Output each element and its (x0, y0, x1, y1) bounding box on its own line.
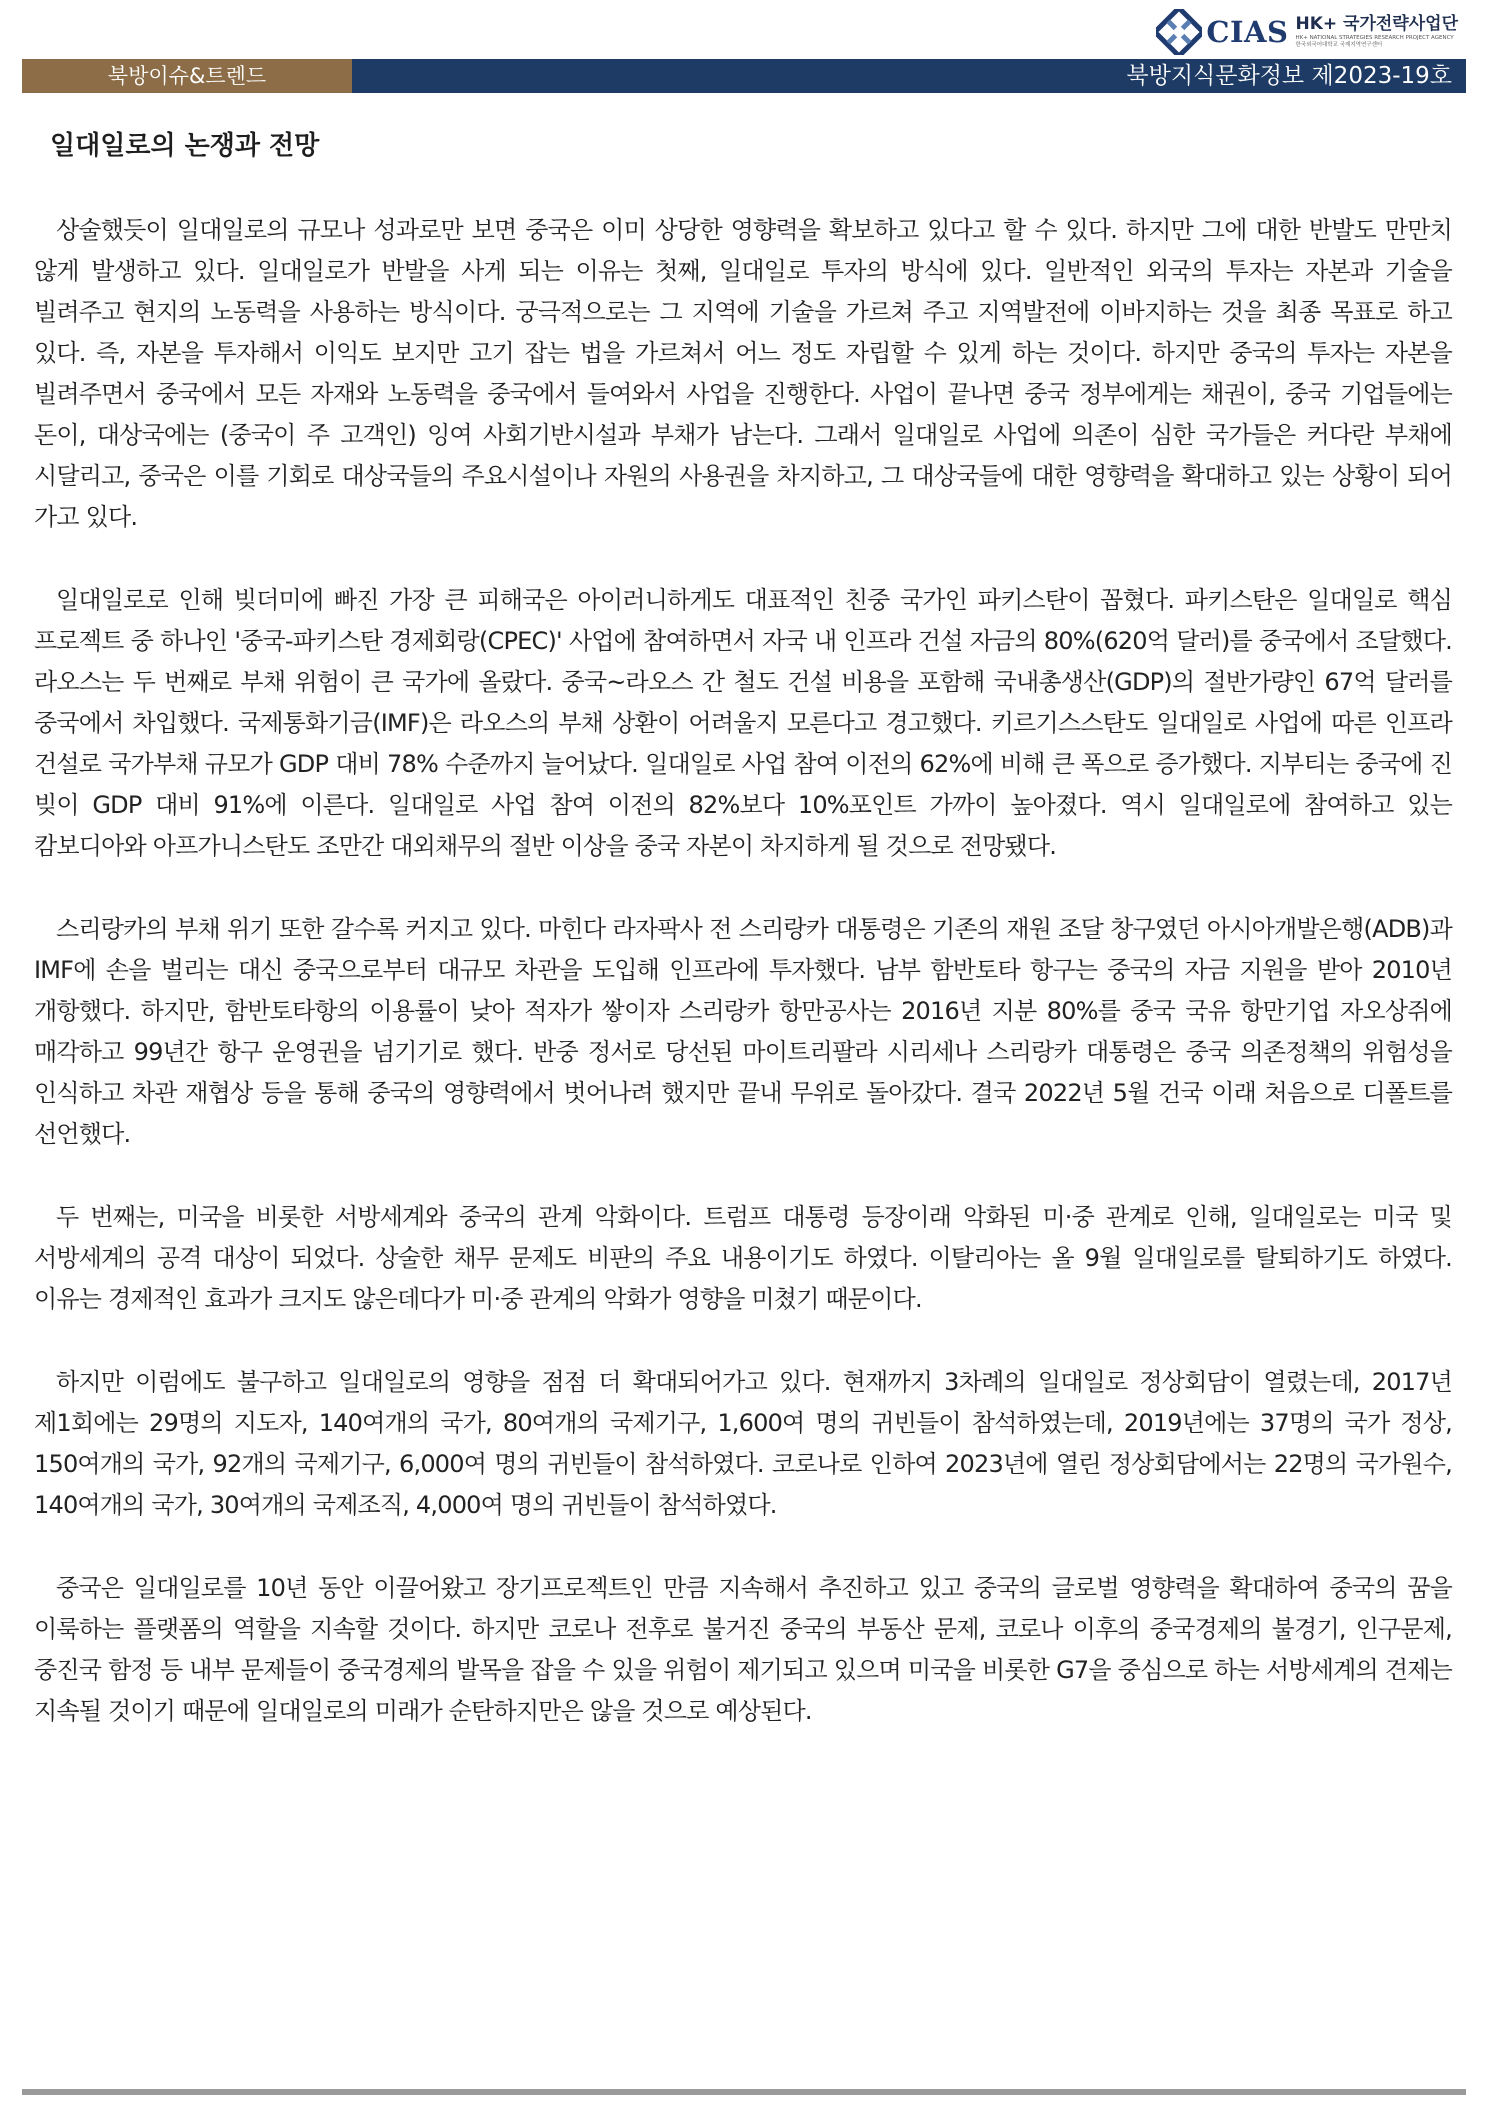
logo-text-block (1295, 15, 1458, 48)
article-body (34, 210, 1452, 1774)
paragraph: 일대일로로 인해 빚더미에 빠진 가장 큰 피해국은 아이러니하게도 대표적인 친중 국가인 파키스탄이 꼽혔다. 파키스탄은 일대일로 핵심 프로젝트 중 하나인 '중국-파키스탄 경제회랑(CPEC)' 사업에 참여하면서 자국 내 인프라 건설 자금의 80%(620억 달러)를 중국에서 조달했다. 라오스는 두 번째로 부채 위험이 큰 국가에 올랐다. 중국~라오스 간 철도 건설 비용을 포함해 국내총생산(GDP)의 절반가량인 67억 달러를 중국에서 차입했다. 국제통화기금(IMF)은 라오스의 부채 상환이 어려울지 모른다고 경고했다. 키르기스스탄도 일대일로 사업에 따른 인프라 건설로 국가부채 규모가 GDP 대비 78% 수준까지 늘어났다. 일대일로 사업 참여 이전의 62%에 비해 큰 폭으로 증가했다. 지부티는 중국에 진 빚이 GDP 대비 91%에 이른다. 일대일로 사업 참여 이전의 82%보다 10%포인트 가까이 높아졌다. 역시 일대일로에 참여하고 있는 캄보디아와 아프가니스탄도 조만간 대외채무의 절반 이상을 중국 자본이 차지하게 될 것으로 전망됐다. (34, 586, 1452, 860)
paragraph: 하지만 이럼에도 불구하고 일대일로의 영향을 점점 더 확대되어가고 있다. 현재까지 3차례의 일대일로 정상회담이 열렸는데, 2017년 제1회에는 29명의 지도자, 140여개의 국가, 80여개의 국제기구, 1,600여 명의 귀빈들이 참석하였는데, 2019년에는 37명의 국가 정상, 150여개의 국가, 92개의 국제기구, 6,000여 명의 귀빈들이 참석하였다. 코로나로 인하여 2023년에 열린 정상회담에서는 22명의 국가원수, 140여개의 국가, 30여개의 국제조직, 4,000여 명의 귀빈들이 참석하였다. (34, 1368, 1452, 1519)
logo-subtitle-ko: 한국외국어대학교 국제지역연구센터 (1295, 41, 1383, 48)
paragraph: 중국은 일대일로를 10년 동안 이끌어왔고 장기프로젝트인 만큼 지속해서 추진하고 있고 중국의 글로벌 영향력을 확대하여 중국의 꿈을 이룩하는 플랫폼의 역할을 지속할 것이다. 하지만 코로나 전후로 불거진 중국의 부동산 문제, 코로나 이후의 중국경제의 불경기, 인구문제, 중진국 함정 등 내부 문제들이 중국경제의 발목을 잡을 수 있을 위험이 제기되고 있으며 미국을 비롯한 G7을 중심으로 하는 서방세계의 견제는 지속될 것이기 때문에 일대일로의 미래가 순탄하지만은 않을 것으로 예상된다. (34, 1574, 1452, 1725)
paragraph: 스리랑카의 부채 위기 또한 갈수록 커지고 있다. 마힌다 라자팍사 전 스리랑카 대통령은 기존의 재원 조달 창구였던 아시아개발은행(ADB)과 IMF에 손을 벌리는 대신 중국으로부터 대규모 차관을 도입해 인프라에 투자했다. 남부 함반토타 항구는 중국의 자금 지원을 받아 2010년 개항했다. 하지만, 함반토타항의 이용률이 낮아 적자가 쌓이자 스리랑카 항만공사는 2016년 지분 80%를 중국 국유 항만기업 자오상쥐에 매각하고 99년간 항구 운영권을 넘기기로 했다. 반중 정서로 당선된 마이트리팔라 시리세나 스리랑카 대통령은 중국 의존정책의 위험성을 인식하고 차관 재협상 등을 통해 중국의 영향력에서 벗어나려 했지만 끝내 무위로 돌아갔다. 결국 2022년 5월 건국 이래 처음으로 디폴트를 선언했다. (34, 915, 1452, 1148)
issue-number: 북방지식문화정보 제2023-19호 (1126, 63, 1452, 89)
logo-subtitle-en: HK+ NATIONAL STRATEGIES RESEARCH PROJECT AGENCY (1295, 34, 1454, 41)
cias-emblem-icon (1156, 9, 1202, 55)
article-title: 일대일로의 논쟁과 전망 (50, 131, 320, 161)
section-label: 북방이슈&트렌드 (22, 59, 352, 93)
logo-acronym: CIAS (1206, 14, 1289, 49)
header-bar (22, 59, 1466, 93)
logo-agency-name: HK+ 국가전략사업단 (1295, 14, 1458, 35)
paragraph: 두 번째는, 미국을 비롯한 서방세계와 중국의 관계 악화이다. 트럼프 대통령 등장이래 악화된 미·중 관계로 인해, 일대일로는 미국 및 서방세계의 공격 대상이 되었다. 상술한 채무 문제도 비판의 주요 내용이기도 하였다. 이탈리아는 올 9월 일대일로를 탈퇴하기도 하였다. 이유는 경제적인 효과가 크지도 않은데다가 미·중 관계의 악화가 영향을 미쳤기 때문이다. (34, 1203, 1452, 1313)
footer-divider (22, 2089, 1466, 2095)
cias-logo (1156, 8, 1458, 56)
paragraph: 상술했듯이 일대일로의 규모나 성과로만 보면 중국은 이미 상당한 영향력을 확보하고 있다고 할 수 있다. 하지만 그에 대한 반발도 만만치 않게 발생하고 있다. 일대일로가 반발을 사게 되는 이유는 첫째, 일대일로 투자의 방식에 있다. 일반적인 외국의 투자는 자본과 기술을 빌려주고 현지의 노동력을 사용하는 방식이다. 궁극적으로는 그 지역에 기술을 가르쳐 주고 지역발전에 이바지하는 것을 최종 목표로 하고 있다. 즉, 자본을 투자해서 이익도 보지만 고기 잡는 법을 가르쳐서 어느 정도 자립할 수 있게 하는 것이다. 하지만 중국의 투자는 자본을 빌려주면서 중국에서 모든 자재와 노동력을 중국에서 들여와서 사업을 진행한다. 사업이 끝나면 중국 정부에게는 채권이, 중국 기업들에는 돈이, 대상국에는 (중국이 주 고객인) 잉여 사회기반시설과 부채가 남는다. 그래서 일대일로 사업에 의존이 심한 국가들은 커다란 부채에 시달리고, 중국은 이를 기회로 대상국들의 주요시설이나 자원의 사용권을 차지하고, 그 대상국들에 대한 영향력을 확대하고 있는 상황이 되어 가고 있다. (34, 216, 1452, 531)
